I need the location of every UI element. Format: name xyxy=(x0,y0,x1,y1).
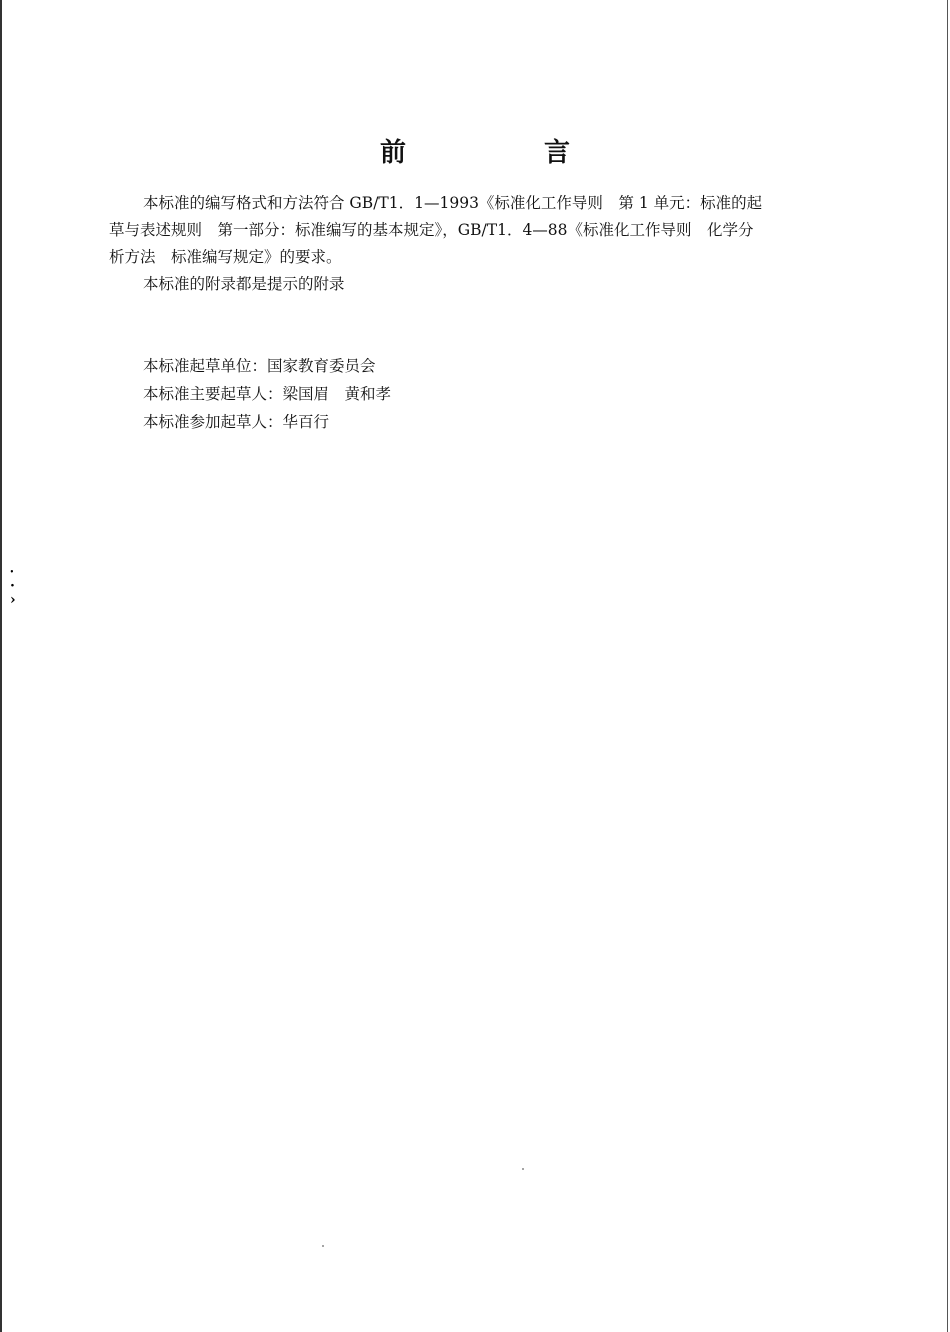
intro-line-2: 草与表述规则 第一部分：标准编写的基本规定》，GB/T1．4—88《标准化工作导则 化学分 xyxy=(109,221,754,239)
drafting-unit: 本标准起草单位：国家教育委员会 xyxy=(143,357,376,375)
credits-block xyxy=(143,352,391,436)
participating-drafters: 本标准参加起草人：华百行 xyxy=(143,413,330,431)
right-border-line xyxy=(947,0,948,1332)
intro-line-3: 析方法 标准编写规定》的要求。 xyxy=(109,248,342,266)
binding-mark: ⸱ · › xyxy=(10,564,16,608)
intro-paragraph xyxy=(109,190,849,271)
intro-line-1: 本标准的编写格式和方法符合 GB/T1．1—1993《标准化工作导则 第 1 单元：标准的起 xyxy=(143,194,763,212)
main-drafters: 本标准主要起草人：梁国眉 黄和孝 xyxy=(143,385,392,403)
scan-speck xyxy=(522,1168,524,1170)
page-title: 前 言 xyxy=(379,138,626,168)
appendix-note: 本标准的附录都是提示的附录 xyxy=(143,275,345,293)
left-border-line xyxy=(0,0,2,1332)
scan-speck xyxy=(322,1245,324,1247)
